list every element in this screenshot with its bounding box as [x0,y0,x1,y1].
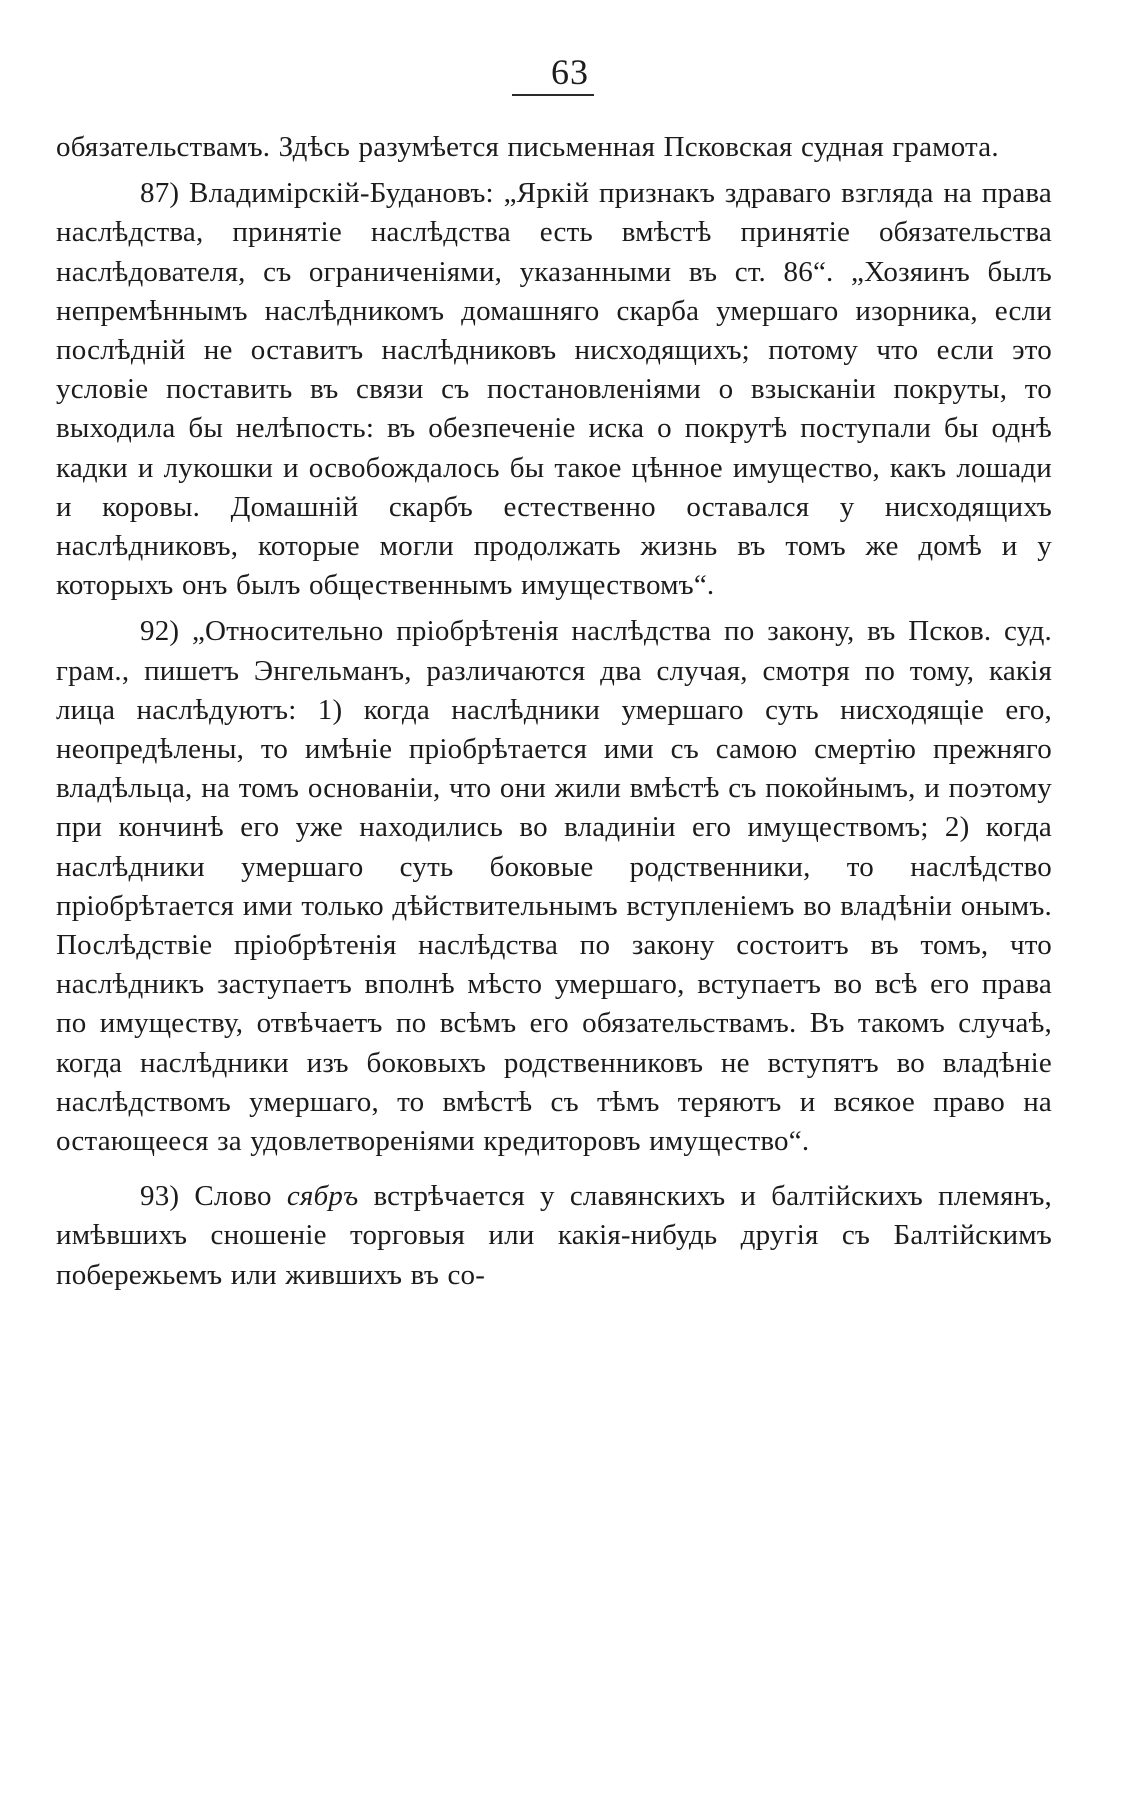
note-93-italic-term: сябръ [286,1180,359,1213]
paragraph-note-93 [56,1177,1052,1295]
page-number: 63 [551,52,589,92]
note-93-text-start: 93) Слово [140,1180,287,1213]
paragraph-note-92: 92) „Относительно пріобрѣтенія наслѣдства по закону, въ Псков. суд. грам., пишетъ Энгельманъ, различаются два случая, смотря по тому, какія лица наслѣдуютъ: 1) когда наслѣдники умершаго суть нисходящіе его, неопредѣлены, то имѣніе пріобрѣтается ими съ самою смертію прежняго владѣльца, на томъ основаніи, что они жили вмѣстѣ съ покойнымъ, и поэтому при кончинѣ его уже находились во владиніи его имуществомъ; 2) когда наслѣдники умершаго суть боковые родственники, то наслѣдство пріобрѣтается ими только дѣйствительнымъ вступленіемъ во владѣніи онымъ. Послѣдствіе пріобрѣтенія наслѣдства по закону состоитъ въ томъ, что наслѣдникъ заступаетъ вполнѣ мѣсто умершаго, вступаетъ во всѣ его права по имуществу, отвѣчаетъ по всѣмъ его обязательствамъ. Въ такомъ случаѣ, когда наслѣдники изъ боковыхъ родственниковъ не вступятъ во владѣніе наслѣдствомъ умершаго, то вмѣстѣ съ тѣмъ теряютъ и всякое право на остающееся за удовлетвореніями кредиторовъ имущество“. [56,615,1052,1158]
page-number-rule [512,94,594,96]
body-text [56,128,1052,1295]
note-93-text-end: встрѣчается у славянскихъ и балтійскихъ племянъ, имѣвшихъ сношеніе торговыя или какія-нибудь другія съ Балтійскимъ побережьемъ или жившихъ въ со- [56,1180,1052,1291]
paragraph-note-87: 87) Владимірскій-Будановъ: „Яркій признакъ здраваго взгляда на права наслѣдства, принятіе наслѣдства есть вмѣстѣ принятіе обязательства наслѣдователя, съ ограниченіями, указанными въ ст. 86“. „Хозяинъ былъ непремѣннымъ наслѣдникомъ домашняго скарба умершаго изорника, если послѣдній не оставитъ наслѣдниковъ нисходящихъ; потому что если это условіе поставить въ связи съ постановленіями о взысканіи покруты, то выходила бы нелѣпость: въ обезпеченіе иска о покрутѣ поступали бы однѣ кадки и лукошки и освобождалось бы такое цѣнное имущество, какъ лошади и коровы. Домашній скарбъ естественно оставался у нисходящихъ наслѣдниковъ, которые могли продолжать жизнь въ томъ же домѣ и у которыхъ онъ былъ общественнымъ имуществомъ“. [56,177,1052,602]
paragraph-continuation: обязательствамъ. Здѣсь разумѣется письменная Псковская судная грамота. [56,131,999,163]
